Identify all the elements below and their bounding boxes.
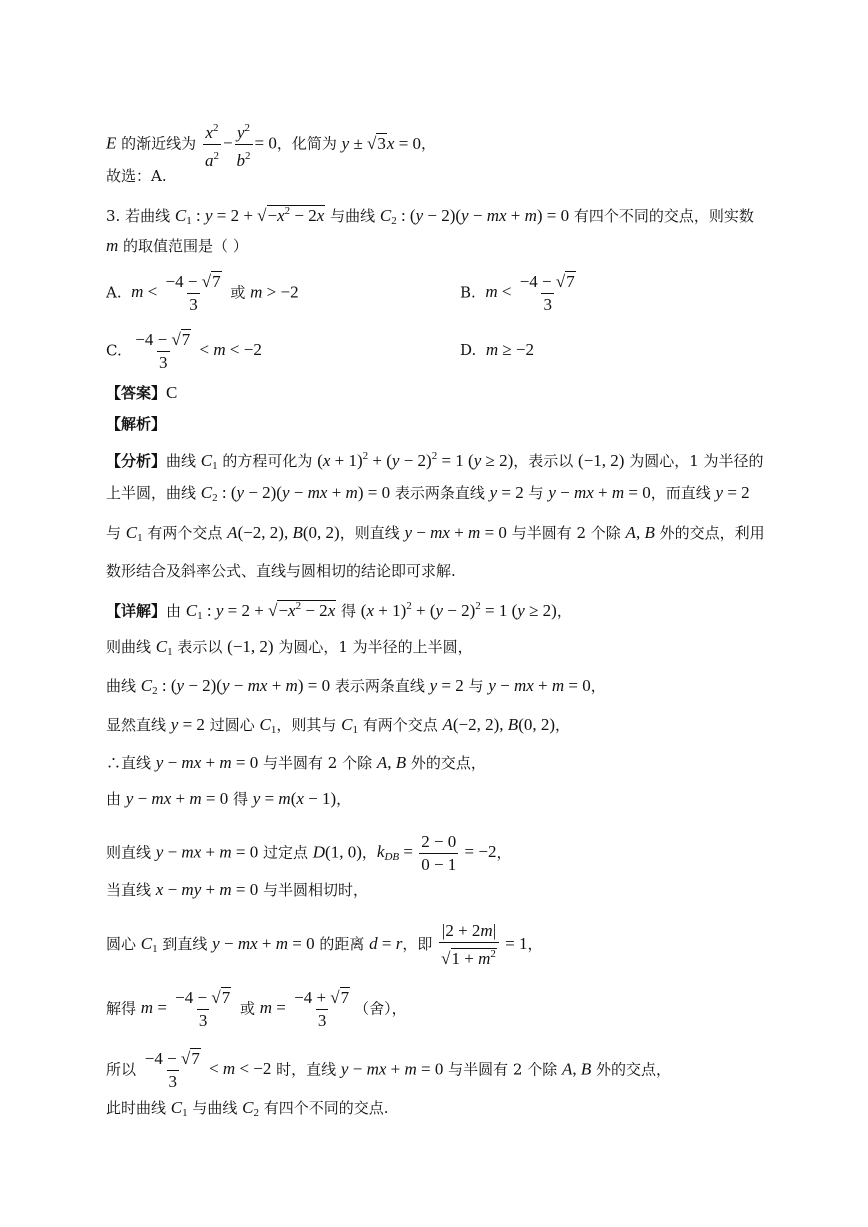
- fenxi-line-3: 与 $C_1$ 有两个交点 A(−2, 2), B(0, 2)，则直线 y − mx + m = 0 与半圆有 2 个除 A, B 外的交点，利用: [106, 523, 765, 544]
- detail-line-7: 则直线 y − mx + m = 0 过定点 D(1, 0)，$k_{DB}$ = $\frac{2 - 0}{0 - 1}$ = −2，: [106, 832, 512, 874]
- asymptote-line: E 的渐近线为 $\frac{x^2}{a^2}$ − $\frac{y^2}{b^2}$ = 0，化简为 y ± √3x = 0，: [106, 118, 436, 171]
- detail-line-4: 显然直线 y = 2 过圆心 $C_1$，则其与 $C_1$ 有两个交点 A(−2, 2), B(0, 2)，: [106, 715, 571, 736]
- fenxi-line-2: 上半圆，曲线 $C_2$ : (y − 2)(y − mx + m) = 0 表示两条直线 y = 2 与 y − mx + m = 0，而直线 y = 2: [106, 483, 750, 504]
- analysis-heading: 【解析】: [106, 415, 167, 433]
- detail-line-6: 由 y − mx + m = 0 得 y = m(x − 1)，: [106, 789, 352, 808]
- detail-line-9: 圆心 $C_1$ 到直线 y − mx + m = 0 的距离 d = r，即 $\frac{|2 + 2m|}{√1 + m^2}$ = 1，: [106, 921, 543, 968]
- detail-line-5: ∴直线 y − mx + m = 0 与半圆有 2 个除 A, B 外的交点，: [106, 753, 486, 772]
- answer-line: 【答案】C: [106, 383, 178, 402]
- detail-line-11: 所以 $\frac{-4 - √7}{3}$ < m < −2 时，直线 y − mx + m = 0 与半圆有 2 个除 A, B 外的交点，: [106, 1049, 672, 1091]
- question-line-2: m 的取值范围是（ ）: [106, 236, 248, 255]
- option-c: C. $\frac{-4 - √7}{3}$ < m < −2: [106, 330, 262, 372]
- fenxi-line-1: 【分析】曲线 $C_1$ 的方程可化为 $(x + 1)^2 + (y - 2)^2 = 1$ (y ≥ 2)，表示以 (−1, 2) 为圆心，1 为半径的: [106, 450, 764, 472]
- detail-line-3: 曲线 $C_2$ : (y − 2)(y − mx + m) = 0 表示两条直线 y = 2 与 y − mx + m = 0，: [106, 676, 606, 697]
- fraction: $\frac{x^2}{a^2}$: [204, 122, 219, 170]
- option-a: A. m < $\frac{-4 - √7}{3}$ 或 m > −2: [106, 272, 299, 314]
- option-d: D. m ≥ −2: [460, 340, 535, 359]
- detail-line-1: 【详解】由 $C_1$ : $y = 2 + √-x^2 - 2x$ 得 $(x + 1)^2 + (y - 2)^2 = 1$ (y ≥ 2)，: [106, 600, 572, 622]
- option-b: B. m < $\frac{-4 - √7}{3}$: [460, 272, 575, 314]
- fenxi-line-4: 数形结合及斜率公式、直线与圆相切的结论即可求解.: [106, 562, 456, 580]
- question-line-1: 3. 若曲线 $C_1$ : $y = 2 + √-x^2 - 2x$ 与曲线 $C_2$ : (y − 2)(y − mx + m) = 0 有四个不同的交点，则实数: [106, 205, 754, 227]
- detail-line-2: 则曲线 $C_1$ 表示以 (−1, 2) 为圆心，1 为半径的上半圆，: [106, 637, 473, 658]
- detail-line-10: 解得 m = $\frac{-4 - √7}{3}$ 或 m = $\frac{-4 + √7}{3}$ （舍），: [106, 988, 407, 1030]
- choose-line: 故选：A.: [106, 167, 167, 185]
- detail-line-12: 此时曲线 $C_1$ 与曲线 $C_2$ 有四个不同的交点.: [106, 1098, 389, 1119]
- detail-line-8: 当直线 x − my + m = 0 与半圆相切时，: [106, 880, 368, 899]
